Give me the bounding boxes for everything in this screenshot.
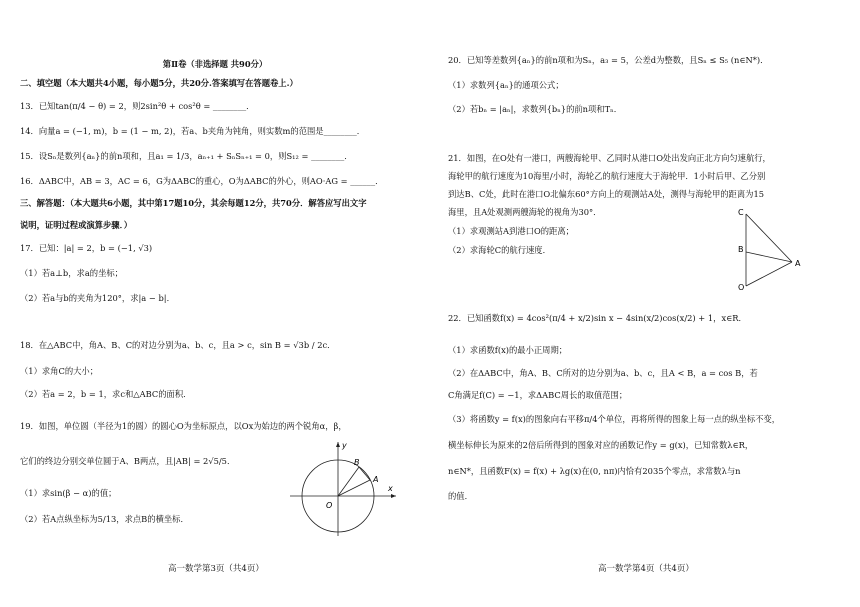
label-A: A xyxy=(795,259,801,268)
question-21-line-2: 海轮甲的航行速度为10海里/小时，海轮乙的航行速度大于海轮甲．1小时后甲、乙分别 xyxy=(448,171,766,181)
segment-CA xyxy=(746,214,792,262)
label-O: O xyxy=(326,501,333,510)
question-22-part-3-line-3: n∈N*，且函数F(x) = f(x) + λg(x)在(0, nπ)内恰有2035个零点，求常数λ与n xyxy=(448,466,741,476)
page-footer-right: 高一数学第4页（共4页） xyxy=(598,564,694,574)
question-19: 19．如图，单位圆（半径为1的圆）的圆心O为坐标原点，以Ox为始边的两个锐角α，β， xyxy=(20,421,347,431)
question-22-part-2: （2）在ΔABC中，角A、B、C所对的边分别为a、b、c，且A < B，a = cos B，若 xyxy=(448,368,758,378)
label-A: A xyxy=(373,475,379,484)
right-page xyxy=(430,0,860,607)
label-y: y xyxy=(342,441,347,450)
question-19-cont: 它们的终边分别交单位圆于A、B两点，且|AB| = 2√5/5． xyxy=(20,456,236,466)
question-22-part-3-line-4: 的值． xyxy=(448,491,473,501)
question-22-part-2-cont: C角满足f(C) = −1，求ΔABC周长的取值范围； xyxy=(448,390,628,400)
question-20-part-1: （1）求数列{aₙ}的通项公式； xyxy=(448,80,564,90)
question-22-part-3: （3）将函数y = f(x)的图象向右平移π/4个单位，再将所得的图象上每一点的纵坐标不变， xyxy=(448,414,781,424)
question-22: 22．已知函数f(x) = 4cos²(π/4 + x/2)sin x − 4sin(x/2)cos(x/2) + 1，x∈R． xyxy=(448,313,747,323)
question-16: 16．ΔABC中，AB = 3，AC = 6，G为ΔABC的重心，O为ΔABC的外心，则AO·AG = ______． xyxy=(20,176,384,186)
question-17-part-1: （1）若a⊥b，求a的坐标； xyxy=(20,268,123,278)
harbor-triangle-figure xyxy=(730,206,830,294)
question-20-part-2: （2）若bₙ = |aₙ|，求数列{bₙ}的前n项和Tₙ． xyxy=(448,104,623,114)
question-21-line-3: 到达B、C处，此时在港口O北偏东60°方向上的观测站A处，测得与海轮甲的距离为15 xyxy=(448,189,765,199)
question-17-part-2: （2）若a与b的夹角为120°，求|a − b|． xyxy=(20,293,175,303)
fill-blank-section-header: 二、填空题（本大题共4小题，每小题5分，共20分.答案填写在答题卷上.） xyxy=(20,78,298,88)
segment-AB xyxy=(359,467,370,480)
segment-BA xyxy=(746,252,792,262)
question-19-part-1: （1）求sin(β − α)的值； xyxy=(20,488,117,498)
page-footer-left: 高一数学第3页（共4页） xyxy=(168,564,264,574)
question-19-part-2: （2）若A点纵坐标为5/13，求点B的横坐标． xyxy=(20,514,189,524)
label-B: B xyxy=(738,245,744,254)
question-18-part-2: （2）若a = 2，b = 1，求c和△ABC的面积． xyxy=(20,389,192,399)
segment-OA xyxy=(746,262,792,286)
unit-circle-figure xyxy=(288,438,398,538)
question-18-part-1: （1）求角C的大小； xyxy=(20,366,99,376)
question-21: 21．如图，在O处有一港口，两艘海轮甲、乙同时从港口O处出发向正北方向匀速航行， xyxy=(448,153,771,163)
question-17: 17．已知：|a| = 2，b = (−1, √3) xyxy=(20,243,153,253)
question-13: 13．已知tan(π/4 − θ) = 2，则2sin²θ + cos²θ = ________． xyxy=(20,101,255,111)
solution-section-header: 三、解答题：（本大题共6小题，其中第17题10分，其余每题12分，共70分．解答应写出文字 xyxy=(20,198,367,208)
label-x: x xyxy=(388,484,393,493)
ray-OB xyxy=(338,467,359,496)
question-15: 15．设Sₙ是数列{aₙ}的前n项和，且a₁ = 1/3，aₙ₊₁ + SₙSₙ₊₁ = 0，则S₁₂ = ________． xyxy=(20,151,353,161)
solution-section-header-cont: 说明，证明过程或演算步骤．） xyxy=(20,220,133,230)
question-22-part-3-line-2: 横坐标伸长为原来的2倍后所得到的图象对应的函数记作y = g(x)，已知常数λ∈R， xyxy=(448,440,754,450)
part2-heading: 第Ⅱ卷（非选择题 共90分） xyxy=(162,59,268,69)
question-22-part-1: （1）求函数f(x)的最小正周期； xyxy=(448,345,568,355)
question-18: 18．在△ABC中，角A、B、C的对边分别为a、b、c，且a > c，sin B = √3b / 2c． xyxy=(20,340,336,350)
question-21-line-4: 海里，且A处观测两艘海轮的视角为30°． xyxy=(448,207,602,217)
label-O: O xyxy=(738,283,745,292)
question-14: 14．向量a = (−1, m)，b = (1 − m, 2)，若a、b夹角为钝角，则实数m的范围是________． xyxy=(20,126,366,136)
ray-OA xyxy=(338,480,370,496)
label-B: B xyxy=(354,458,360,467)
label-C: C xyxy=(738,208,744,217)
question-20: 20．已知等差数列{aₙ}的前n项和为Sₙ，a₃ = 5，公差d为整数，且Sₙ ≤ S₅ (n∈N*)． xyxy=(448,55,769,65)
question-21-part-2: （2）求海轮C的航行速度． xyxy=(448,245,551,255)
question-21-part-1: （1）求观测站A到港口O的距离； xyxy=(448,226,574,236)
